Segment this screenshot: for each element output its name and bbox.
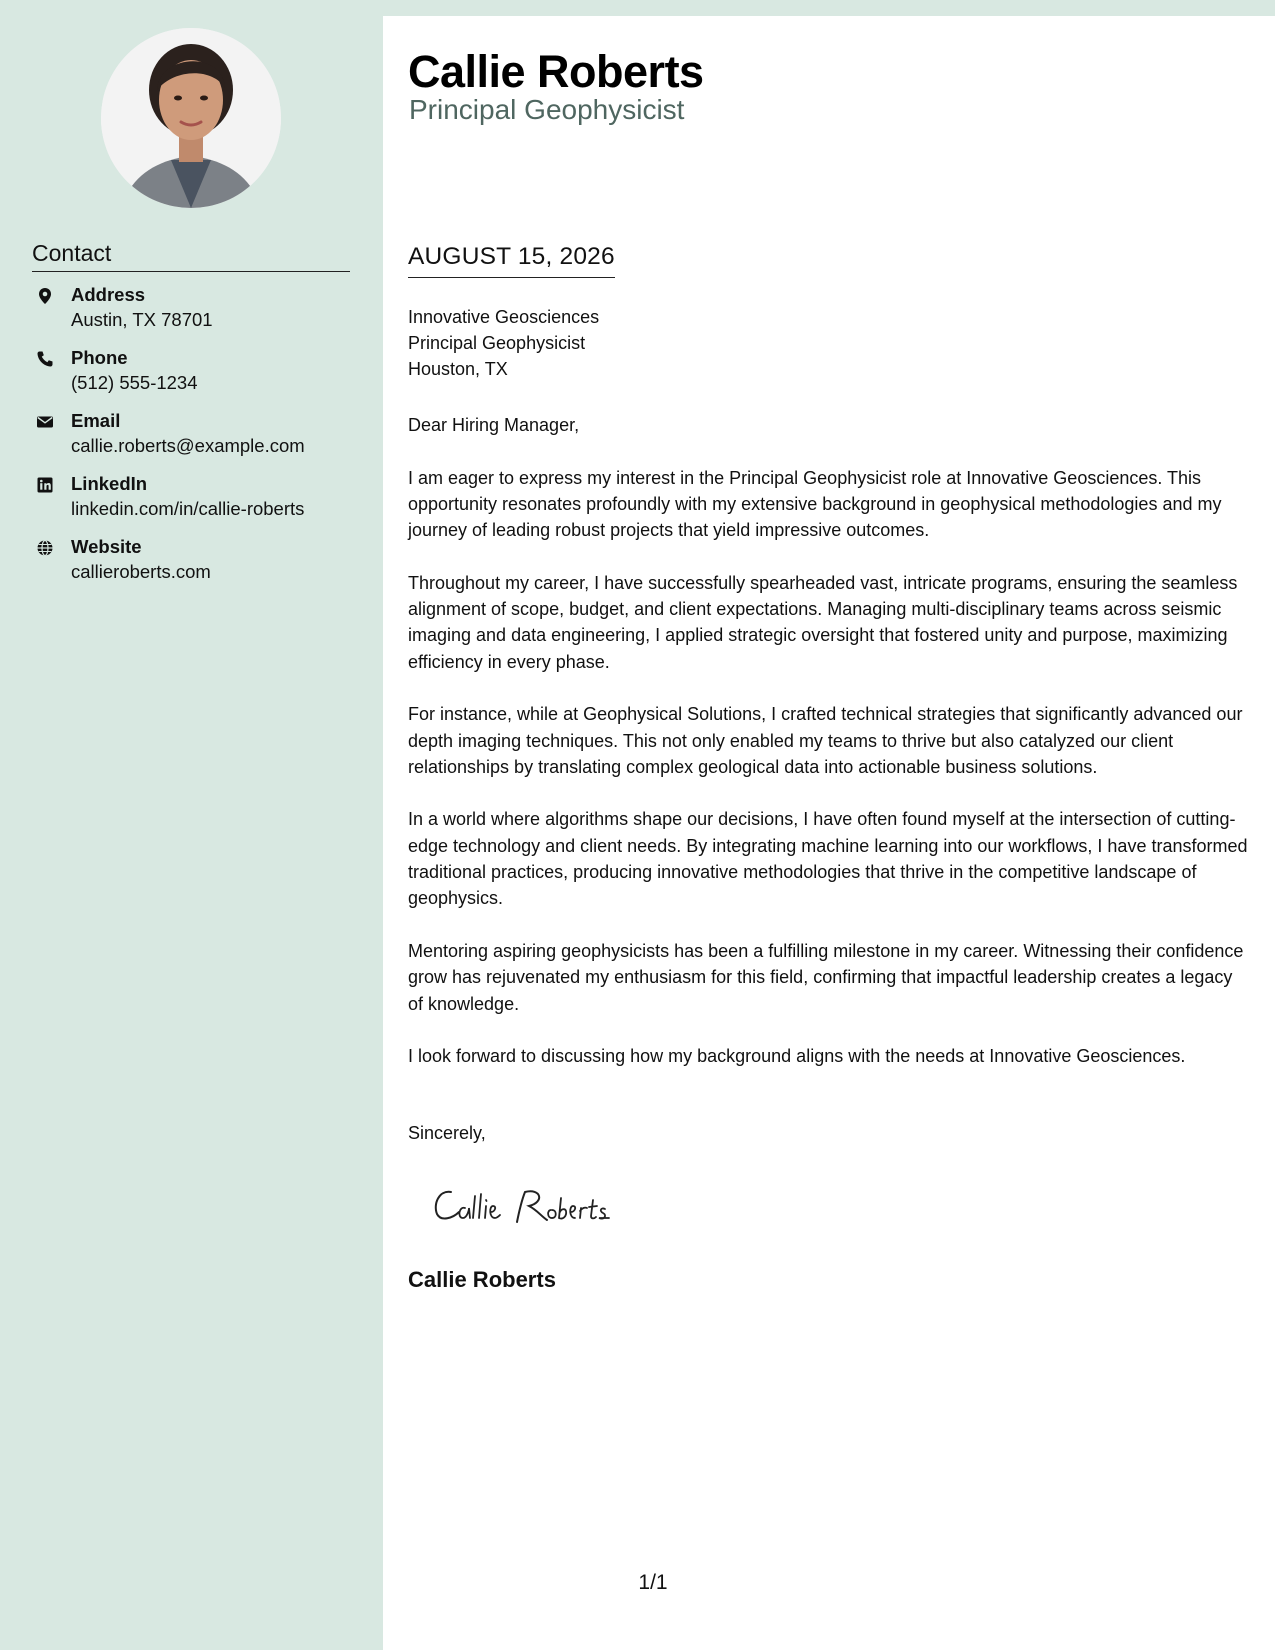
recipient-company: Innovative Geosciences	[408, 307, 600, 327]
email-value[interactable]: callie.roberts@example.com	[71, 435, 305, 456]
recipient-block	[408, 304, 599, 382]
letter-body	[383, 16, 1275, 1650]
contact-heading: Contact	[32, 240, 350, 272]
page-number: 1/1	[638, 1571, 668, 1594]
handwritten-signature	[429, 1178, 639, 1235]
paragraph: I am eager to express my interest in the Principal Geophysicist role at Innovative Geosciences. This opportunity resonates profoundly with my extensive background in geophysical methodologies and my journey of leading robust projects that yield impressive outcomes.	[408, 467, 1222, 541]
letter-text	[408, 412, 1250, 1096]
envelope-icon	[36, 413, 54, 431]
contact-item-linkedin	[32, 473, 362, 536]
contact-list	[32, 284, 362, 599]
address-value: Austin, TX 78701	[71, 309, 213, 330]
paragraph: I look forward to discussing how my background aligns with the needs at Innovative Geosciences.	[408, 1046, 1186, 1067]
closing: Sincerely,	[408, 1123, 486, 1143]
contact-label: Address	[71, 284, 146, 305]
paragraph: Throughout my career, I have successfully spearheaded vast, intricate programs, ensuring the seamless alignment of scope, budget, and client expectations. Managing multi-disciplinary teams across seismic imaging and data engineering, I applied strategic oversight that fostered unity and purpose, maximizing efficiency in every phase.	[408, 572, 1238, 672]
linkedin-icon	[36, 476, 54, 494]
recipient-role: Principal Geophysicist	[408, 333, 586, 353]
website-value[interactable]: callieroberts.com	[71, 561, 211, 582]
contact-item-website	[32, 536, 362, 599]
letter-date: AUGUST 15, 2026	[408, 243, 615, 278]
phone-icon	[36, 350, 54, 368]
contact-item-phone	[32, 347, 362, 410]
phone-value: (512) 555-1234	[71, 372, 198, 393]
linkedin-value[interactable]: linkedin.com/in/callie-roberts	[71, 498, 305, 519]
contact-label: LinkedIn	[71, 473, 148, 494]
contact-item-address	[32, 284, 362, 347]
sidebar	[0, 0, 383, 1650]
greeting: Dear Hiring Manager,	[408, 415, 580, 435]
map-pin-icon	[36, 287, 54, 305]
applicant-name: Callie Roberts	[408, 46, 704, 97]
recipient-location: Houston, TX	[408, 359, 508, 379]
paragraph: Mentoring aspiring geophysicists has been a fulfilling milestone in my career. Witnessing their confidence grow has rejuvenated my enthusiasm for this field, confirming that impactful leadership creates a legacy of knowledge.	[408, 940, 1244, 1014]
signer-name: Callie Roberts	[408, 1267, 556, 1292]
paragraph: For instance, while at Geophysical Solutions, I crafted technical strategies that significantly advanced our depth imaging techniques. This not only enabled my teams to thrive but also catalyzed our client relationships by translating complex geological data into actionable business solutions.	[408, 704, 1243, 777]
profile-photo	[101, 28, 281, 208]
applicant-title: Principal Geophysicist	[409, 94, 685, 125]
globe-icon	[36, 539, 54, 557]
contact-label: Email	[71, 410, 121, 431]
paragraph: In a world where algorithms shape our decisions, I have often found myself at the intersection of cutting-edge technology and client needs. By integrating machine learning into our workflows, I have transformed traditional practices, producing innovative methodologies that thrive in the competitive landscape of geophysics.	[408, 809, 1248, 909]
contact-label: Phone	[71, 347, 128, 368]
contact-item-email	[32, 410, 362, 473]
contact-label: Website	[71, 536, 142, 557]
